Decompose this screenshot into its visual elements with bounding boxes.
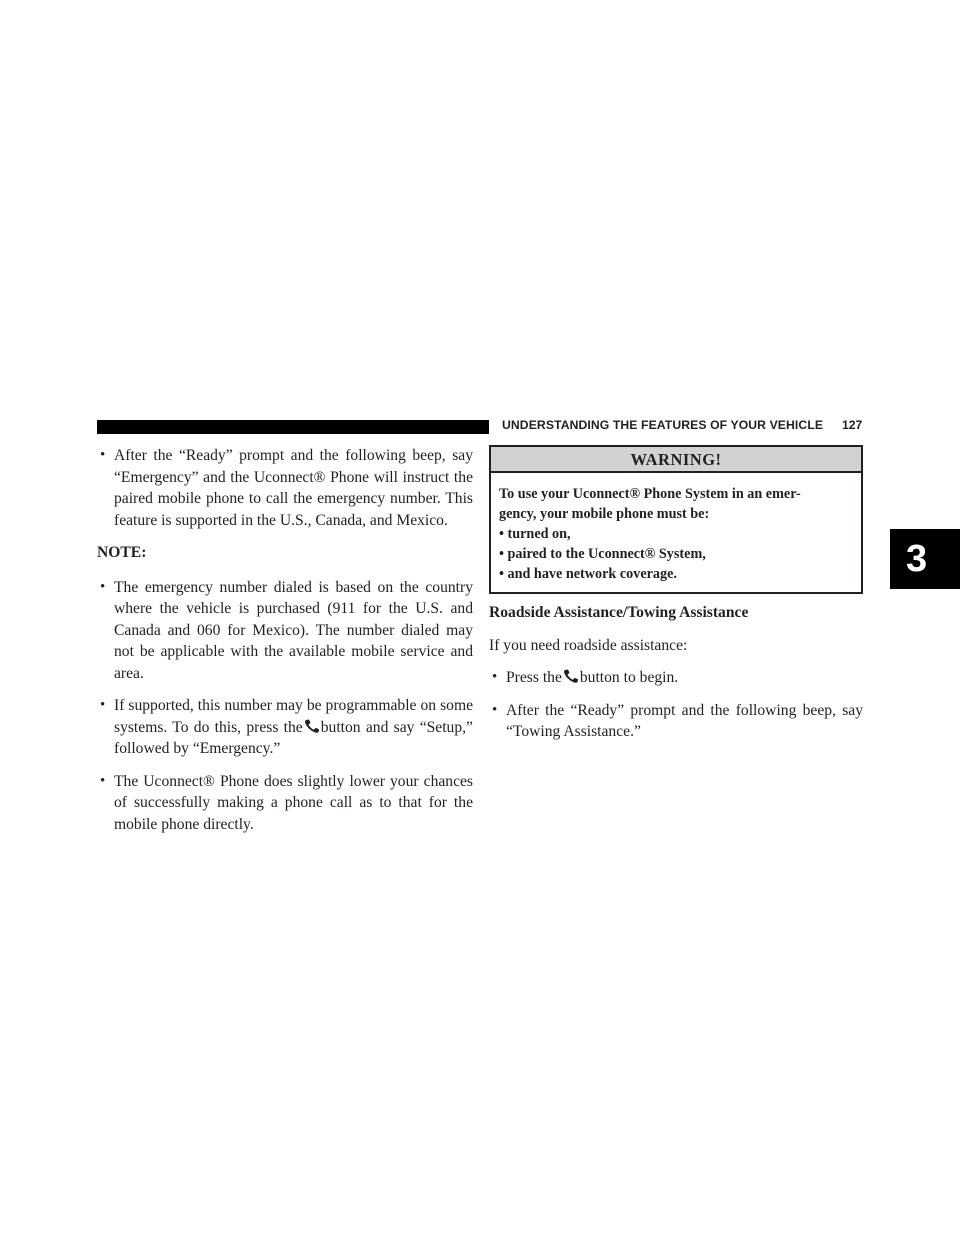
page-number: 127: [842, 418, 863, 432]
phone-handset-icon: [563, 669, 579, 683]
right-column: [489, 445, 863, 754]
bullet-icon: •: [100, 697, 106, 713]
list-item-text-after-icon: button to begin.: [579, 669, 679, 686]
phone-handset-icon: [304, 719, 320, 733]
list-item: [489, 700, 863, 743]
warning-text-line: To use your Uconnect® Phone System in an emer-: [499, 486, 801, 502]
warning-list-item: • turned on,: [499, 526, 571, 542]
list-item-text: The Uconnect® Phone does slightly lower your chances of successfully making a phone call as to that for the mobile phone directly.: [114, 772, 473, 833]
bullet-icon: •: [492, 669, 498, 685]
intro-paragraph: If you need roadside assistance:: [489, 636, 688, 654]
list-item-text-after-icon: button and say “Setup,” followed by “Emergency.”: [114, 718, 473, 757]
list-item-text-before-icon: Press the: [506, 669, 562, 686]
left-column: [97, 445, 473, 846]
warning-list-item: • paired to the Uconnect® System,: [499, 546, 706, 562]
list-item: [489, 667, 863, 689]
warning-text-line: gency, your mobile phone must be:: [499, 506, 710, 522]
header-bar: [97, 420, 489, 434]
running-header-title: UNDERSTANDING THE FEATURES OF YOUR VEHICLE: [502, 418, 824, 432]
bullet-icon: •: [100, 447, 106, 463]
list-item-text-before-icon: If supported, this number may be programmable on some systems. To do this, press the: [114, 697, 473, 736]
chapter-tab: 3: [890, 529, 960, 589]
section-heading: Roadside Assistance/Towing Assistance: [489, 604, 749, 621]
list-item: [97, 771, 473, 836]
warning-body: [491, 473, 861, 592]
warning-title: WARNING!: [491, 447, 861, 473]
list-item: [97, 577, 473, 685]
bullet-icon: •: [100, 578, 106, 595]
list-item-text: After the “Ready” prompt and the following beep, say “Towing Assistance.”: [506, 701, 863, 740]
list-item-text: After the “Ready” prompt and the following beep, say “Emergency” and the Uconnect® Phone will instruct the paired mobile phone to call the emergency number. This feature is supported in the U.S., Canada, and Mexico.: [114, 447, 473, 529]
bullet-icon: •: [492, 701, 498, 718]
list-item: [97, 445, 473, 531]
list-item: [97, 695, 473, 760]
warning-list-item: • and have network coverage.: [499, 566, 677, 582]
warning-box: [489, 445, 863, 594]
note-label: NOTE:: [97, 544, 147, 561]
bullet-icon: •: [100, 772, 106, 789]
list-item-text: The emergency number dialed is based on the country where the vehicle is purchased (911 for the U.S. and Canada and 060 for Mexico). The number dialed may not be applicable with the available mobile service and area.: [114, 578, 473, 682]
